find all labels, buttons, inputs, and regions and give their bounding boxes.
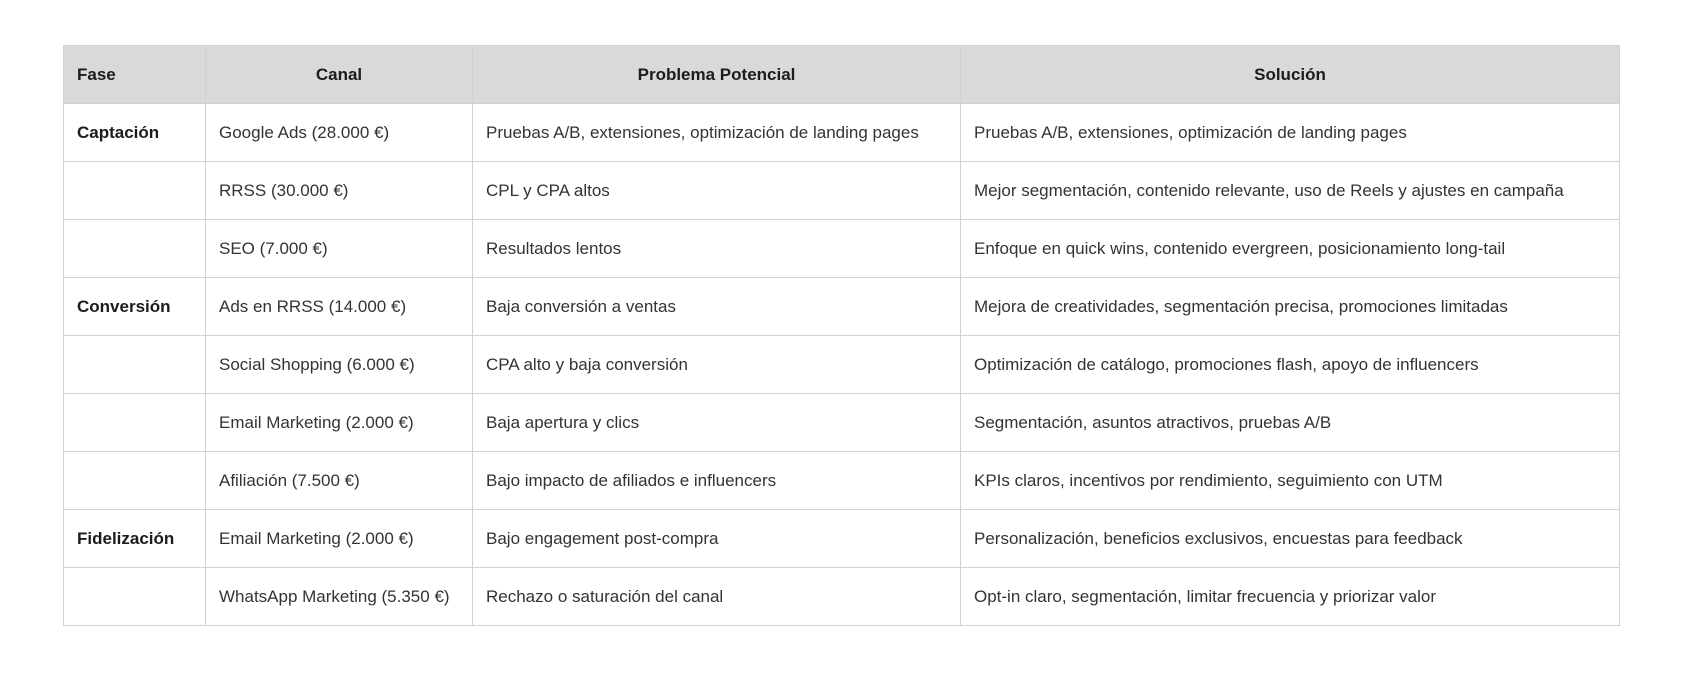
cell-canal: Email Marketing (2.000 €): [206, 510, 473, 568]
cell-problema: CPA alto y baja conversión: [473, 336, 961, 394]
cell-problema: Baja apertura y clics: [473, 394, 961, 452]
cell-problema: Baja conversión a ventas: [473, 278, 961, 336]
cell-solucion: Optimización de catálogo, promociones flash, apoyo de influencers: [961, 336, 1620, 394]
table-row: [64, 568, 1620, 626]
table-row: [64, 336, 1620, 394]
marketing-funnel-table: [63, 45, 1620, 626]
cell-canal: Afiliación (7.500 €): [206, 452, 473, 510]
cell-fase: [64, 220, 206, 278]
cell-solucion: Mejor segmentación, contenido relevante, uso de Reels y ajustes en campaña: [961, 162, 1620, 220]
table-row: [64, 510, 1620, 568]
cell-problema: CPL y CPA altos: [473, 162, 961, 220]
cell-problema: Resultados lentos: [473, 220, 961, 278]
cell-canal: Social Shopping (6.000 €): [206, 336, 473, 394]
cell-solucion: Mejora de creatividades, segmentación precisa, promociones limitadas: [961, 278, 1620, 336]
table-row: [64, 278, 1620, 336]
table-body: [64, 104, 1620, 626]
cell-fase: Captación: [64, 104, 206, 162]
cell-solucion: Pruebas A/B, extensiones, optimización de landing pages: [961, 104, 1620, 162]
column-header-problema-potencial: Problema Potencial: [473, 46, 961, 104]
column-header-canal: Canal: [206, 46, 473, 104]
column-header-solucion: Solución: [961, 46, 1620, 104]
cell-fase: Fidelización: [64, 510, 206, 568]
cell-solucion: Personalización, beneficios exclusivos, encuestas para feedback: [961, 510, 1620, 568]
cell-canal: Ads en RRSS (14.000 €): [206, 278, 473, 336]
cell-canal: Email Marketing (2.000 €): [206, 394, 473, 452]
table-row: [64, 220, 1620, 278]
cell-fase: Conversión: [64, 278, 206, 336]
cell-problema: Bajo engagement post-compra: [473, 510, 961, 568]
cell-problema: Pruebas A/B, extensiones, optimización de landing pages: [473, 104, 961, 162]
cell-problema: Rechazo o saturación del canal: [473, 568, 961, 626]
cell-fase: [64, 336, 206, 394]
cell-solucion: Segmentación, asuntos atractivos, pruebas A/B: [961, 394, 1620, 452]
cell-fase: [64, 452, 206, 510]
cell-canal: RRSS (30.000 €): [206, 162, 473, 220]
table-row: [64, 104, 1620, 162]
cell-solucion: Enfoque en quick wins, contenido evergreen, posicionamiento long-tail: [961, 220, 1620, 278]
cell-canal: SEO (7.000 €): [206, 220, 473, 278]
cell-solucion: Opt-in claro, segmentación, limitar frecuencia y priorizar valor: [961, 568, 1620, 626]
cell-problema: Bajo impacto de afiliados e influencers: [473, 452, 961, 510]
table-row: [64, 394, 1620, 452]
table-row: [64, 452, 1620, 510]
header-row: [64, 46, 1620, 104]
cell-fase: [64, 162, 206, 220]
cell-fase: [64, 568, 206, 626]
cell-solucion: KPIs claros, incentivos por rendimiento, seguimiento con UTM: [961, 452, 1620, 510]
column-header-fase: Fase: [64, 46, 206, 104]
cell-canal: Google Ads (28.000 €): [206, 104, 473, 162]
cell-canal: WhatsApp Marketing (5.350 €): [206, 568, 473, 626]
cell-fase: [64, 394, 206, 452]
table-row: [64, 162, 1620, 220]
